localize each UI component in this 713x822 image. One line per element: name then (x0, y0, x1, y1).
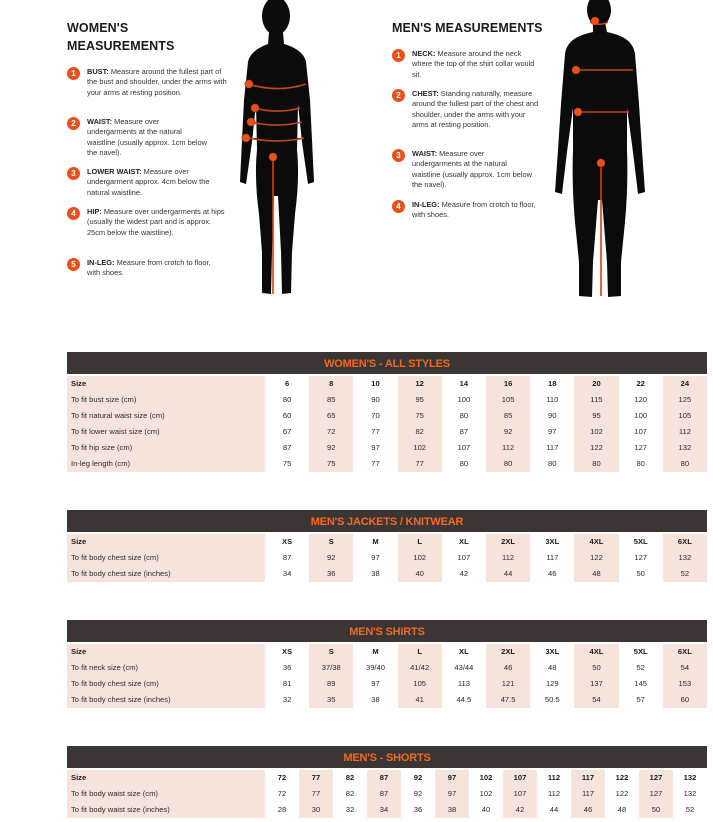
table-cell: 52 (685, 805, 695, 814)
table-cell: 127 (649, 773, 663, 782)
table-cell: 41/42 (410, 663, 430, 672)
table-cell: 112 (502, 443, 515, 452)
table-cell: 97 (371, 443, 380, 452)
item-text: Measure around the fullest part of the bust and shoulder, under the arms with your arms at resting position. (87, 67, 227, 97)
table-cell: 102 (590, 427, 603, 436)
table-cell: 115 (590, 395, 603, 404)
table-cell: 77 (311, 773, 321, 782)
table-cell: 85 (503, 411, 513, 420)
table-cell: 112 (547, 773, 561, 782)
table-cell: 41 (415, 695, 424, 704)
table-cell: 89 (327, 679, 336, 688)
table-cell: 5XL (633, 537, 648, 546)
table-cell: 4XL (589, 537, 604, 546)
men-jackets-knitwear-table (67, 510, 707, 582)
table-row (67, 456, 707, 472)
table-cell: 87 (379, 789, 389, 798)
table-cell: 67 (282, 427, 292, 436)
table-cell: 132 (678, 443, 692, 452)
item-label: BUST: (87, 67, 109, 76)
table-header-row (67, 534, 707, 550)
women-marker-1-icon (245, 80, 253, 88)
table-cell: 36 (282, 663, 292, 672)
item-text: Measure over undergarments at the natural waistline (usually approx. 1cm below the navel). (87, 117, 207, 157)
item-label: IN-LEG: (412, 200, 440, 209)
table-cell: 102 (413, 553, 427, 562)
table-cell: 105 (678, 411, 692, 420)
men-marker-1-icon (591, 17, 599, 25)
table-cell: 50 (636, 569, 645, 578)
table-cell: 80 (548, 459, 557, 468)
item-text: Measure over undergarments at the natural waistline (usually approx. 1cm below the navel). (412, 149, 532, 189)
row-label: To fit body waist size (inches) (71, 805, 170, 814)
women-marker-5-icon (269, 153, 277, 161)
table-cell: 46 (583, 805, 593, 814)
women-measurements-title (67, 19, 174, 55)
table-cell: 2XL (501, 537, 516, 546)
table-cell: XL (459, 537, 469, 546)
table-cell: 145 (634, 679, 648, 688)
table-cell: 129 (545, 679, 559, 688)
table-cell: 40 (415, 569, 424, 578)
step-number-icon: 4 (392, 200, 405, 213)
item-text: Measure from crotch to floor, with shoes. (412, 200, 536, 220)
table-cell: 39/40 (365, 663, 385, 672)
women-marker-4-icon (242, 134, 250, 142)
table-cell: 120 (634, 395, 648, 404)
table-cell: 105 (501, 395, 515, 404)
table-cell: 57 (636, 695, 645, 704)
table-cell: 92 (413, 773, 423, 782)
table-title: WOMEN'S - ALL STYLES (324, 358, 450, 370)
table-cell: 16 (503, 379, 513, 388)
row-label: To fit body chest size (inches) (71, 569, 171, 578)
table-cell: 52 (680, 569, 690, 578)
table-cell: 87 (282, 553, 292, 562)
table-cell: 24 (680, 379, 690, 388)
table-cell: 75 (327, 459, 336, 468)
table-cell: 35 (327, 695, 336, 704)
table-cell: 110 (546, 395, 559, 404)
table-cell: 28 (277, 805, 287, 814)
table-cell: 47.5 (500, 695, 516, 704)
step-number-icon: 2 (67, 117, 80, 130)
table-cell: 44.5 (456, 695, 472, 704)
item-label: LOWER WAIST: (87, 167, 142, 176)
table-cell: 112 (678, 427, 691, 436)
table-cell: 32 (345, 805, 355, 814)
table-cell: 87 (459, 427, 469, 436)
table-cell: 122 (590, 443, 603, 452)
table-cell: 60 (282, 411, 292, 420)
table-row (67, 440, 707, 456)
table-title-bar (67, 746, 707, 768)
step-number-icon: 5 (67, 258, 80, 271)
table-cell: 125 (678, 395, 692, 404)
table-cell: 5XL (633, 647, 648, 656)
table-row (67, 786, 707, 802)
table-cell: 6 (284, 379, 290, 388)
row-label: To fit hip size (cm) (71, 443, 133, 452)
table-cell: 82 (345, 773, 355, 782)
table-cell: 20 (592, 379, 601, 388)
table-title: MEN'S - SHORTS (343, 752, 431, 764)
table-cell: 72 (277, 789, 287, 798)
table-cell: 42 (515, 805, 525, 814)
table-cell: 97 (371, 553, 380, 562)
row-label: To fit body chest size (cm) (71, 553, 159, 562)
table-cell: 32 (282, 695, 292, 704)
table-cell: 72 (327, 427, 336, 436)
table-cell: 37/38 (321, 663, 341, 672)
table-header-row (67, 376, 707, 392)
table-cell: 54 (680, 663, 690, 672)
table-cell: 107 (457, 553, 471, 562)
table-cell: 3XL (545, 537, 560, 546)
table-cell: S (328, 537, 334, 546)
item-label: NECK: (412, 49, 436, 58)
table-cell: 38 (371, 695, 380, 704)
table-cell: 97 (371, 679, 380, 688)
table-cell: 43/44 (454, 663, 474, 672)
table-cell: 40 (481, 805, 491, 814)
table-cell: 44 (503, 569, 513, 578)
men-silhouette-figure (555, 0, 655, 300)
table-cell: 112 (547, 789, 561, 798)
item-label: WAIST: (87, 117, 113, 126)
table-cell: 90 (548, 411, 557, 420)
row-label: To fit lower waist size (cm) (71, 427, 160, 436)
step-number-icon: 1 (67, 67, 80, 80)
table-cell: 95 (415, 395, 424, 404)
table-title: MEN'S SHIRTS (349, 626, 425, 638)
step-number-icon: 2 (392, 89, 405, 102)
men-marker-3-icon (574, 108, 582, 116)
table-cell: 60 (680, 695, 690, 704)
row-label: Size (71, 537, 87, 546)
row-label: To fit body chest size (inches) (71, 695, 171, 704)
table-cell: 113 (457, 679, 470, 688)
table-row (67, 676, 707, 692)
table-cell: 4XL (589, 647, 604, 656)
table-cell: 80 (459, 459, 469, 468)
table-cell: 153 (678, 679, 692, 688)
table-row (67, 408, 707, 424)
row-label: To fit neck size (cm) (71, 663, 139, 672)
women-marker-3-icon (247, 118, 255, 126)
table-cell: 92 (327, 553, 336, 562)
table-cell: 75 (282, 459, 292, 468)
women-marker-2-icon (251, 104, 259, 112)
table-cell: 87 (379, 773, 389, 782)
item-text: Measure over undergarment approx. 4cm below the natural waistline. (87, 167, 210, 197)
row-label: To fit natural waist size (cm) (71, 411, 165, 420)
table-cell: 102 (479, 773, 493, 782)
table-cell: 132 (678, 553, 692, 562)
item-text: Measure from crotch to floor, with shoes. (87, 258, 211, 278)
table-row (67, 566, 707, 582)
row-label: To fit body waist size (cm) (71, 789, 158, 798)
table-row (67, 802, 707, 818)
table-cell: 95 (592, 411, 601, 420)
table-cell: 44 (549, 805, 559, 814)
table-cell: 97 (447, 789, 457, 798)
table-title-bar (67, 620, 707, 642)
men-measurements-title: MEN'S MEASUREMENTS (392, 21, 543, 35)
table-cell: 117 (581, 773, 595, 782)
table-cell: 112 (502, 553, 515, 562)
table-cell: 65 (327, 411, 336, 420)
item-label: HIP: (87, 207, 102, 216)
table-cell: 75 (415, 411, 424, 420)
men-marker-2-icon (572, 66, 580, 74)
table-cell: 82 (345, 789, 355, 798)
table-cell: 46 (503, 663, 513, 672)
table-cell: 105 (413, 679, 427, 688)
table-cell: 3XL (545, 647, 560, 656)
table-cell: M (372, 647, 379, 656)
table-cell: 77 (311, 789, 321, 798)
table-cell: 117 (546, 553, 559, 562)
table-cell: XS (282, 537, 293, 546)
table-cell: 30 (311, 805, 321, 814)
table-cell: 14 (459, 379, 469, 388)
table-cell: 34 (282, 569, 292, 578)
table-cell: 102 (479, 789, 493, 798)
table-cell: 12 (415, 379, 424, 388)
table-cell: 10 (371, 379, 380, 388)
table-cell: 2XL (501, 647, 516, 656)
table-row (67, 692, 707, 708)
table-cell: 38 (447, 805, 457, 814)
table-cell: 132 (683, 789, 697, 798)
table-cell: 22 (636, 379, 645, 388)
table-cell: 122 (615, 789, 629, 798)
table-cell: 36 (413, 805, 423, 814)
table-cell: 117 (546, 443, 559, 452)
table-cell: 92 (327, 443, 336, 452)
table-cell: 97 (447, 773, 457, 782)
item-label: WAIST: (412, 149, 438, 158)
table-row (67, 550, 707, 566)
table-cell: 92 (503, 427, 513, 436)
item-label: CHEST: (412, 89, 439, 98)
table-cell: 107 (457, 443, 471, 452)
table-header-row (67, 770, 707, 786)
table-title-bar (67, 510, 707, 532)
women-title-line1: WOMEN'S (67, 21, 129, 35)
table-cell: 80 (680, 459, 690, 468)
table-cell: 72 (277, 773, 287, 782)
table-cell: 107 (513, 773, 527, 782)
men-shorts-table (67, 746, 707, 818)
table-cell: 107 (634, 427, 648, 436)
table-cell: 50.5 (544, 695, 560, 704)
step-number-icon: 1 (392, 49, 405, 62)
row-label: To fit body chest size (cm) (71, 679, 159, 688)
table-cell: 127 (649, 789, 663, 798)
table-row (67, 660, 707, 676)
table-cell: 54 (592, 695, 601, 704)
table-cell: S (328, 647, 334, 656)
table-cell: 80 (592, 459, 601, 468)
table-cell: L (417, 537, 422, 546)
table-cell: M (372, 537, 379, 546)
table-cell: 127 (634, 553, 648, 562)
table-cell: 85 (327, 395, 336, 404)
table-row (67, 424, 707, 440)
table-cell: 52 (636, 663, 645, 672)
table-cell: 122 (615, 773, 629, 782)
women-all-styles-table (67, 352, 707, 472)
table-cell: 102 (413, 443, 427, 452)
table-cell: 127 (634, 443, 648, 452)
table-cell: 92 (413, 789, 423, 798)
row-label: Size (71, 647, 87, 656)
table-cell: 8 (329, 379, 334, 388)
row-label: Size (71, 773, 87, 782)
table-cell: 77 (371, 459, 380, 468)
table-cell: 132 (683, 773, 697, 782)
table-cell: 77 (371, 427, 380, 436)
table-cell: 6XL (677, 537, 692, 546)
table-cell: 6XL (677, 647, 692, 656)
table-cell: 48 (548, 663, 557, 672)
item-text: Measure over undergarments at hips (usually the widest part and is approx. 25cm below the waistline). (87, 207, 225, 237)
table-cell: 87 (282, 443, 292, 452)
row-label: To fit bust size (cm) (71, 395, 137, 404)
item-text: Measure around the neck where the top of the shirt collar would sit. (412, 49, 535, 79)
table-title: MEN'S JACKETS / KNITWEAR (310, 516, 464, 528)
item-label: IN-LEG: (87, 258, 115, 267)
table-cell: L (417, 647, 422, 656)
row-label: Size (71, 379, 87, 388)
table-cell: 77 (415, 459, 424, 468)
table-cell: 50 (592, 663, 601, 672)
table-cell: 100 (457, 395, 471, 404)
table-cell: 48 (592, 569, 601, 578)
row-label: In-leg length (cm) (71, 459, 131, 468)
table-cell: 137 (590, 679, 603, 688)
men-marker-4-icon (597, 159, 605, 167)
item-text: Standing naturally, measure around the fullest part of the chest and shoulder, under the arms with your arms at resting position. (412, 89, 539, 129)
table-header-row (67, 644, 707, 660)
table-cell: 38 (371, 569, 380, 578)
table-title-bar (67, 352, 707, 374)
table-cell: 42 (459, 569, 469, 578)
women-silhouette-figure (228, 0, 328, 300)
table-cell: 90 (371, 395, 380, 404)
step-number-icon: 3 (67, 167, 80, 180)
table-cell: 18 (548, 379, 557, 388)
table-cell: 80 (503, 459, 513, 468)
table-cell: 117 (581, 789, 595, 798)
table-cell: 100 (634, 411, 648, 420)
table-cell: 48 (617, 805, 627, 814)
men-shirts-table (67, 620, 707, 708)
table-cell: 34 (379, 805, 389, 814)
table-cell: 50 (651, 805, 661, 814)
table-cell: 36 (327, 569, 336, 578)
table-cell: 81 (282, 679, 292, 688)
table-cell: 80 (282, 395, 292, 404)
table-row (67, 392, 707, 408)
table-cell: 97 (548, 427, 557, 436)
table-cell: 80 (636, 459, 645, 468)
table-cell: 121 (501, 679, 515, 688)
table-cell: 122 (590, 553, 603, 562)
table-cell: 107 (513, 789, 527, 798)
step-number-icon: 4 (67, 207, 80, 220)
table-cell: XL (459, 647, 469, 656)
table-cell: XS (282, 647, 293, 656)
women-title-line2: MEASUREMENTS (67, 39, 175, 53)
step-number-icon: 3 (392, 149, 405, 162)
table-cell: 82 (415, 427, 424, 436)
table-cell: 80 (459, 411, 469, 420)
table-cell: 70 (371, 411, 380, 420)
table-cell: 46 (548, 569, 557, 578)
